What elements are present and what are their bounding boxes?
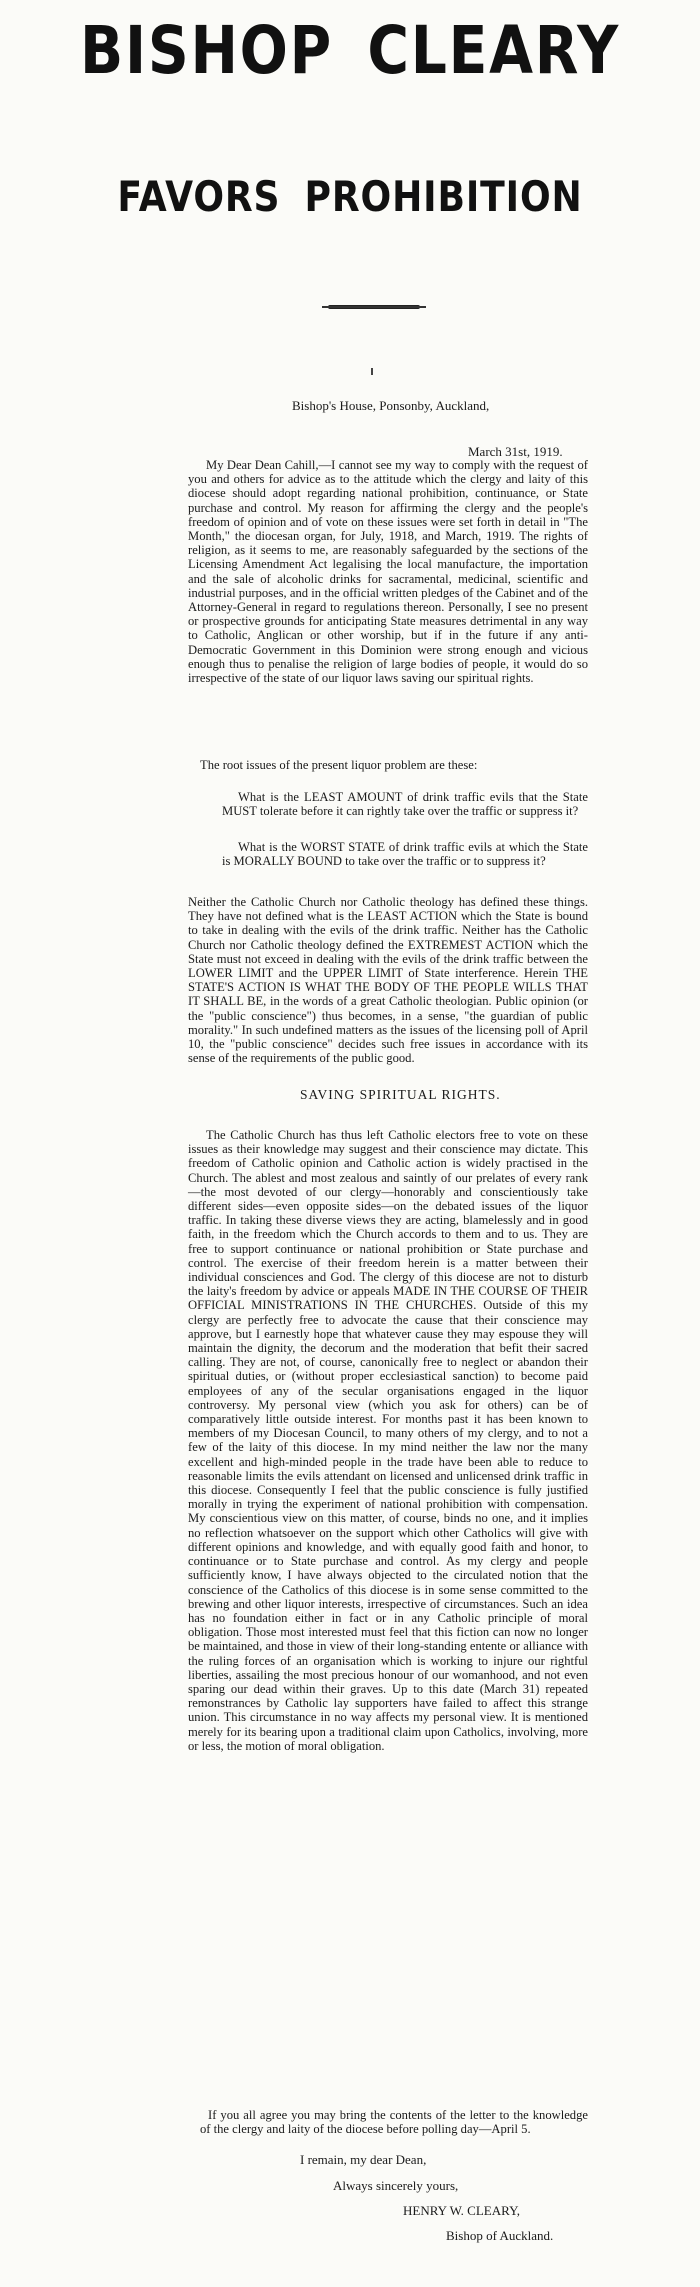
headline-word-favors: FAVORS — [117, 172, 281, 221]
closing-line-1: I remain, my dear Dean, — [300, 2152, 427, 2167]
closing-line-2: Always sincerely yours, — [333, 2178, 459, 2193]
letter-address: Bishop's House, Ponsonby, Auckland, — [292, 398, 490, 413]
headline-line-2 — [49, 172, 651, 221]
headline-word-cleary: CLEARY — [367, 12, 620, 89]
letter-question-1: What is the LEAST AMOUNT of drink traffic evils that the State MUST tolerate before it can rightly take over the traffic or suppress it? — [222, 790, 588, 819]
signature-name: HENRY W. CLEARY, — [403, 2203, 521, 2218]
decorative-rule — [328, 305, 420, 309]
signature-title: Bishop of Auckland. — [446, 2228, 554, 2243]
letter-paragraph-6: The Catholic Church has thus left Catholic electors free to vote on these issues as their knowledge may suggest and their conscience may dictate. This freedom of Catholic opinion and Catholic action is widely practised in the Church. The ablest and most zealous and saintly of our prelates of every rank—the most devoted of our clergy—honorably and conscientiously take different sides—even opposite sides—on the debated issues of the liquor traffic. In taking these diverse views they are acting, blamelessly and in good faith, in the freedom which the Church accords to them and to us. They are free to support continuance or national prohibition or State purchase and control. The exercise of their freedom herein is a matter between their individual consciences and God. The clergy of this diocese are not to disturb the laity's freedom by advice or appeals MADE IN THE COURSE OF THEIR OFFICIAL MINISTRATIONS IN THE CHURCHES. Outside of this my clergy are perfectly free to advocate the cause that their conscience may approve, but I earnestly hope that whatever cause they may espouse they will maintain the dignity, the decorum and the moderation that befit their sacred calling. They are not, of course, canonically free to neglect or abandon their spiritual duties, or (without proper ecclesiastical sanction) to become paid employees of any of the secular organisations engaged in the liquor controversy. My personal view (which you ask for others) can be of comparatively little outside interest. For months past it has been known to members of my Diocesan Council, to many others of my clergy, and to not a few of the laity of this diocese. In my mind neither the law nor the many excellent and high-minded people in the trade have been able to reduce to reasonable limits the evils attendant on licensed and unlicensed drink traffic in this diocese. Consequently I feel that the public conscience is fully justified morally in trying the experiment of national prohibition with compensation. My conscientious view on this matter, of course, binds no one, and it implies no reflection whatsoever on the support which other Catholics will give with different opinions and knowledge, and with equally good faith and honor, to continuance or to State purchase and control. As my clergy and people sufficiently know, I have always objected to the circulated notion that the conscience of the Catholics of this diocese is in some sense committed to the brewing and other liquor interests, irrespective of circumstances. Such an idea has no foundation either in fact or in any Catholic principle of moral obligation. Those most interested must feel that this fiction can now no longer be maintained, and those in view of their long-standing entente or alliance with the ruling forces of an organisation which is working to injure our rightful liberties, assailing the most precious honour of our womanhood, and not even sparing our dead within their graves. Up to this date (March 31) repeated remonstrances by Catholic lay supporters have failed to affect this strange union. This circumstance in no way affects my personal view. It is mentioned merely for its bearing upon a traditional claim upon Catholics, involving, more or less, the motion of moral obligation. — [188, 1128, 588, 1753]
letter-paragraph-2: The root issues of the present liquor problem are these: — [200, 758, 478, 772]
headline-line-1 — [49, 12, 651, 89]
headline-word-prohibition: PROHIBITION — [304, 172, 583, 221]
headline-word-bishop: BISHOP — [80, 12, 333, 89]
letter-date: March 31st, 1919. — [468, 444, 563, 459]
letter-paragraph-5: Neither the Catholic Church nor Catholic theology has defined these things. They have not defined what is the LEAST ACTION which the State is bound to take in dealing with the evils of the drink traffic. Neither has the Catholic Church nor Catholic theology defined the EXTREMEST ACTION which the State must not exceed in dealing with the evils of the drink traffic between the LOWER LIMIT and the UPPER LIMIT of State interference. Herein THE STATE'S ACTION IS WHAT THE BODY OF THE PEOPLE WILLS THAT IT SHALL BE, in the words of a great Catholic theologian. Public opinion (or the "public conscience") thus becomes, in a sense, "the guardian of public morality." In such undefined matters as the issues of the licensing poll of April 10, the "public conscience" decides such free issues in accordance with its sense of the requirements of the public good. — [188, 895, 588, 1066]
decorative-mark — [371, 368, 373, 375]
letter-question-2: What is the WORST STATE of drink traffic evils at which the State is MORALLY BOUND to take over the traffic or to suppress it? — [222, 840, 588, 869]
section-heading: SAVING SPIRITUAL RIGHTS. — [300, 1087, 501, 1102]
letter-paragraph-1: My Dear Dean Cahill,—I cannot see my way to comply with the request of you and others for advice as to the attitude which the clergy and laity of this diocese should adopt regarding national prohibition, continuance, or State purchase and control. My reason for affirming the clergy and the people's freedom of opinion and of vote on these issues were set forth in detail in "The Month," the diocesan organ, for July, 1918, and March, 1919. The rights of religion, as it seems to me, are reasonably safeguarded by the sections of the Licensing Amendment Act legalising the local manufacture, the importation and the sale of alcoholic drinks for sacramental, medicinal, scientific and industrial purposes, and in the official written pledges of the Cabinet and of the Attorney-General in regard to regulations thereon. Personally, I see no present or prospective grounds for anticipating State measures detrimental in any way to Catholic, Anglican or other worship, but if in the future if any anti-Democratic Government in this Dominion were strong enough and vicious enough thus to penalise the religion of large bodies of people, it would do so irrespective of the state of our liquor laws saving our spiritual rights. — [188, 458, 588, 686]
letter-paragraph-7: If you all agree you may bring the contents of the letter to the knowledge of the clergy and laity of the diocese before polling day—April 5. — [200, 2108, 588, 2137]
